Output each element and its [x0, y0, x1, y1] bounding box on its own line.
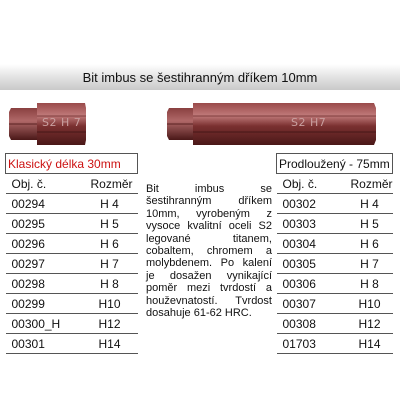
order-number: 00302 [277, 194, 347, 214]
table-row [6, 274, 138, 294]
table-row [277, 274, 393, 294]
size-value: H12 [346, 314, 392, 334]
extended-length-table [276, 153, 393, 354]
size-value: H 5 [346, 214, 392, 234]
long-bit-image [165, 100, 377, 148]
order-number: 00304 [277, 234, 347, 254]
order-number: 00303 [277, 214, 347, 234]
order-number: 00305 [277, 254, 347, 274]
size-value: H 7 [346, 254, 392, 274]
size-value: H14 [82, 334, 138, 354]
order-number: 00297 [6, 254, 82, 274]
table-row [6, 334, 138, 354]
table-row [6, 254, 138, 274]
table-row [277, 214, 393, 234]
table-row [6, 314, 138, 334]
table-row [6, 294, 138, 314]
size-value: H10 [82, 294, 138, 314]
classic-length-table [5, 153, 138, 354]
classic-table-header: Klasický délka 30mm [6, 154, 138, 174]
size-value: H14 [346, 334, 392, 354]
size-value: H 7 [82, 254, 138, 274]
order-number: 00295 [6, 214, 82, 234]
size-value: H 8 [82, 274, 138, 294]
order-number: 00299 [6, 294, 82, 314]
size-value: H 8 [346, 274, 392, 294]
table-row [277, 334, 393, 354]
table-row [277, 234, 393, 254]
table-row [277, 254, 393, 274]
size-value: H 4 [82, 194, 138, 214]
order-number: 00296 [6, 234, 82, 254]
page-title: Bit imbus se šestihranným dříkem 10mm [82, 70, 318, 85]
order-number: 00306 [277, 274, 347, 294]
column-header-size: Rozměr [82, 174, 138, 194]
size-value: H 6 [82, 234, 138, 254]
size-value: H 5 [82, 214, 138, 234]
size-value: H 4 [346, 194, 392, 214]
long-bit-marking: S2 H7 [291, 116, 327, 129]
size-value: H12 [82, 314, 138, 334]
order-number: 00300_H [6, 314, 82, 334]
table-row [277, 294, 393, 314]
table-row [6, 194, 138, 214]
order-number: 00308 [277, 314, 347, 334]
table-row [6, 234, 138, 254]
table-row [6, 214, 138, 234]
order-number: 00298 [6, 274, 82, 294]
order-number: 00307 [277, 294, 347, 314]
extended-table-header: Prodloužený - 75mm [277, 154, 393, 174]
column-header-order-no: Obj. č. [6, 174, 82, 194]
size-value: H 6 [346, 234, 392, 254]
column-header-order-no: Obj. č. [277, 174, 347, 194]
column-header-size: Rozměr [346, 174, 392, 194]
order-number: 00294 [6, 194, 82, 214]
product-description: Bit imbus se šestihranným dříkem 10mm, vyrobeným z vysoce kvalitní oceli S2 legované titanem, cobaltem, chromem a molybdenem. Po kalení je dosažen vynikající poměr mezi tvrdostí a houževnatostí. Tvrdost dosahuje 61-62 HRC. [146, 183, 272, 320]
size-value: H10 [346, 294, 392, 314]
short-bit-image [7, 100, 87, 148]
order-number: 00301 [6, 334, 82, 354]
order-number: 01703 [277, 334, 347, 354]
short-bit-marking: S2 H 7 [42, 116, 82, 129]
table-row [277, 194, 393, 214]
table-row [277, 314, 393, 334]
